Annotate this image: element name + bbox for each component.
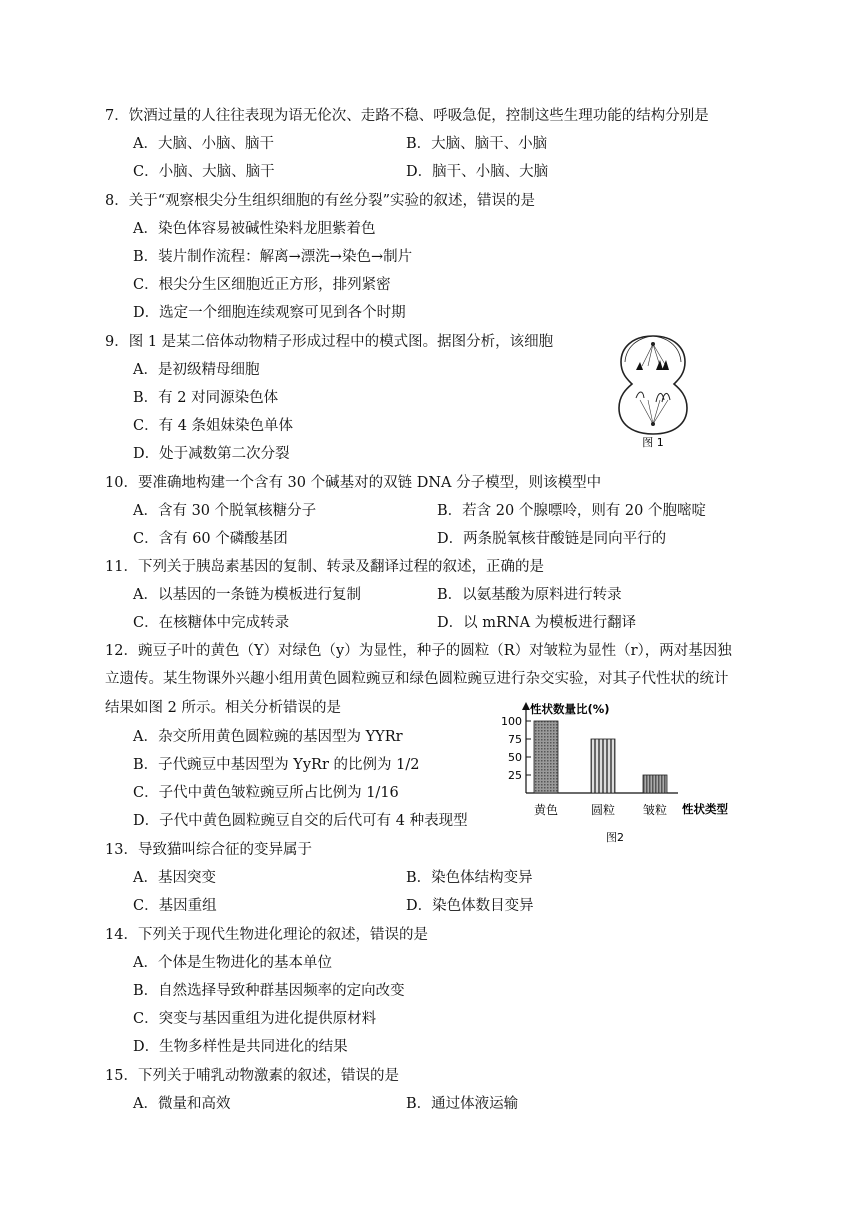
q12-stem-line1: 12．豌豆子叶的黄色（Y）对绿色（y）为显性，种子的圆粒（R）对皱粒为显性（r），两对基因独 [105,643,732,659]
q14-option-d: D．生物多样性是共同进化的结果 [133,1039,348,1055]
q9-stem: 9．图 1 是某二倍体动物精子形成过程中的模式图。据图分析，该细胞 [105,334,554,350]
q10-stem: 10．要准确地构建一个含有 30 个碱基对的双链 DNA 分子模型，则该模型中 [105,475,602,491]
bar-1 [534,721,558,793]
q13-stem: 13．导致猫叫综合征的变异属于 [105,842,312,858]
q12-option-d: D．子代中黄色圆粒豌豆自交的后代可有 4 种表现型 [133,813,468,829]
bar-3 [643,775,667,793]
figure-2-bar-chart [490,700,750,850]
q7-stem: 7．饮酒过量的人往往表现为语无伦次、走路不稳、呼吸急促，控制这些生理功能的结构分别是 [105,108,709,124]
q11-stem: 11．下列关于胰岛素基因的复制、转录及翻译过程的叙述，正确的是 [105,559,544,575]
category-label: 圆粒 [590,803,616,817]
y-tick-label: 25 [508,769,522,782]
q12-stem-line3: 结果如图 2 所示。相关分析错误的是 [105,700,341,716]
y-axis-arrow [522,702,530,710]
y-tick-label: 50 [508,751,522,764]
q9-option-c: C．有 4 条姐妹染色单体 [133,418,294,434]
q10-option-c: C．含有 60 个磷酸基团 [133,531,288,547]
figure-2-label: 图2 [606,831,624,844]
q8-option-a: A．染色体容易被碱性染料龙胆紫着色 [133,221,376,237]
q12-stem-line2: 立遗传。某生物课外兴趣小组用黄色圆粒豌豆和绿色圆粒豌豆进行杂交实验，对其子代性状的统计 [105,671,729,687]
q12-option-c: C．子代中黄色皱粒豌豆所占比例为 1/16 [133,785,399,801]
q7-option-c: C．小脑、大脑、脑干 [133,164,275,180]
category-label: 黄色 [533,803,559,817]
q11-option-c: C．在核糖体中完成转录 [133,615,290,631]
q14-option-a: A．个体是生物进化的基本单位 [133,955,332,971]
y-tick-label: 75 [508,733,522,746]
q10-option-d: D．两条脱氧核苷酸链是同向平行的 [437,531,667,547]
q8-option-d: D．选定一个细胞连续观察可见到各个时期 [133,305,406,321]
q15-option-a: A．微量和高效 [133,1096,231,1112]
q14-option-b: B．自然选择导致种群基因频率的定向改变 [133,983,405,999]
bar-2 [591,739,615,793]
q11-option-a: A．以基因的一条链为模板进行复制 [133,587,361,603]
q15-stem: 15．下列关于哺乳动物激素的叙述，错误的是 [105,1068,399,1084]
q13-option-a: A．基因突变 [133,870,216,886]
q11-option-b: B．以氨基酸为原料进行转录 [437,587,622,603]
category-label: 皱粒 [642,803,668,817]
q15-option-b: B．通过体液运输 [406,1096,519,1112]
q9-option-d: D．处于减数第二次分裂 [133,446,290,462]
q12-option-b: B．子代豌豆中基因型为 YyRr 的比例为 1/2 [133,757,420,773]
q11-option-d: D．以 mRNA 为模板进行翻译 [437,615,637,631]
figure-1-label: 图 1 [642,436,664,448]
q14-stem: 14．下列关于现代生物进化理论的叙述，错误的是 [105,927,428,943]
y-axis-label: 性状数量比(%) [530,702,610,716]
q10-option-b: B．若含 20 个腺嘌呤，则有 20 个胞嘧啶 [437,503,706,519]
q7-option-b: B．大脑、脑干、小脑 [406,136,548,152]
trait-ratio-chart-svg [490,700,750,850]
q12-option-a: A．杂交所用黄色圆粒豌的基因型为 YYRr [133,729,403,745]
q7-option-d: D．脑干、小脑、大脑 [406,164,549,180]
q8-stem: 8．关于“观察根尖分生组织细胞的有丝分裂”实验的叙述，错误的是 [105,193,536,209]
q10-option-a: A．含有 30 个脱氧核糖分子 [133,503,317,519]
q13-option-d: D．染色体数目变异 [406,898,534,914]
q7-option-a: A．大脑、小脑、脑干 [133,136,274,152]
q8-option-b: B．装片制作流程：解离→漂洗→染色→制片 [133,249,413,265]
q9-option-b: B．有 2 对同源染色体 [133,390,279,406]
x-axis-label: 性状类型 [682,802,728,816]
q13-option-b: B．染色体结构变异 [406,870,533,886]
q8-option-c: C．根尖分生区细胞近正方形，排列紧密 [133,277,391,293]
cell-division-svg [612,332,694,448]
y-tick-label: 100 [501,715,522,728]
q14-option-c: C．突变与基因重组为进化提供原材料 [133,1011,377,1027]
q9-option-a: A．是初级精母细胞 [133,362,260,378]
q13-option-c: C．基因重组 [133,898,217,914]
figure-1-cell-diagram [612,332,694,448]
